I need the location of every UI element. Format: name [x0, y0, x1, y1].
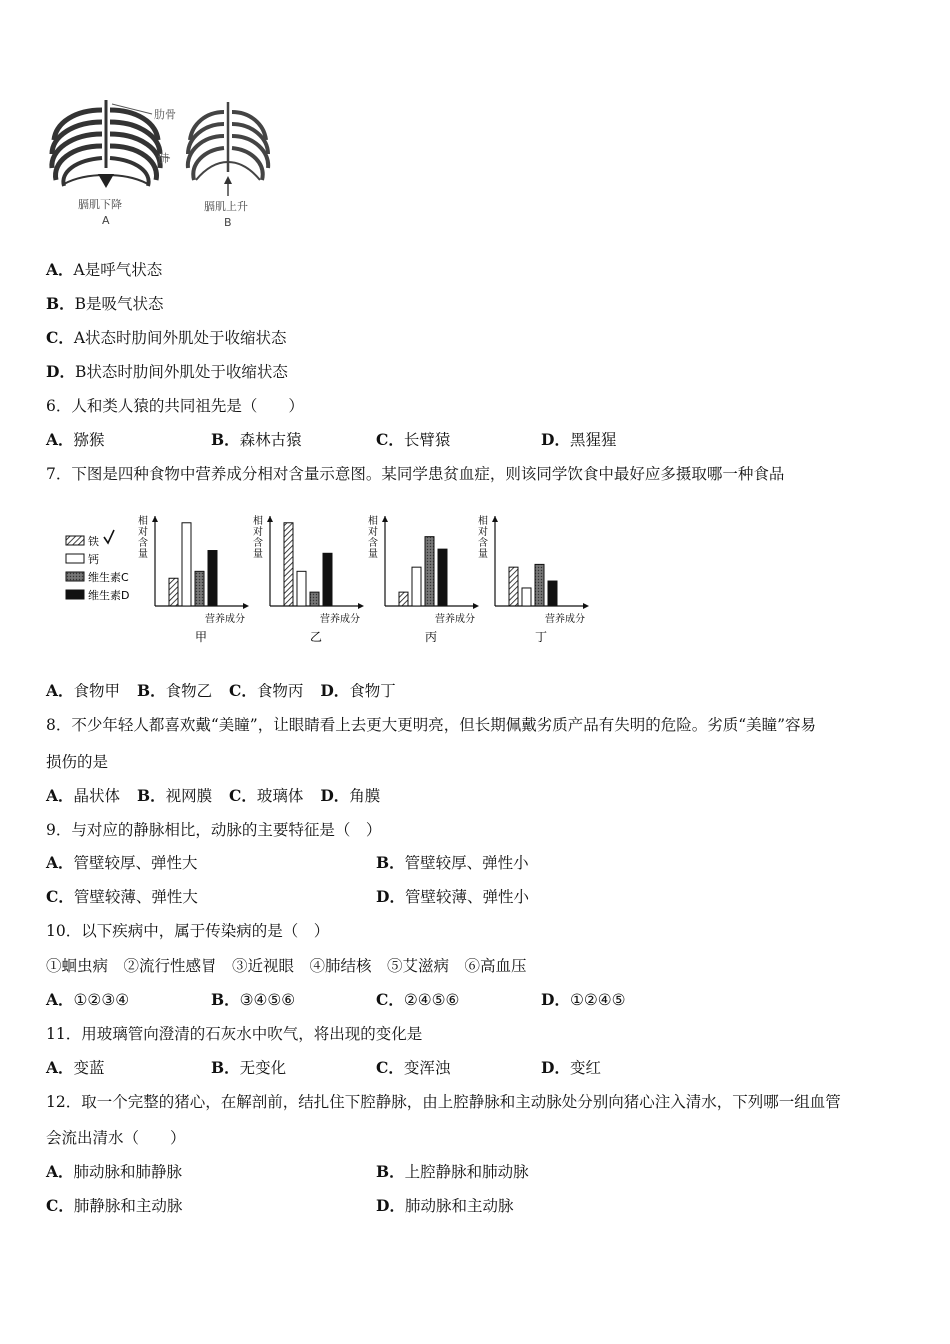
ribcage-b-image	[188, 102, 268, 196]
y-axis-arrow	[152, 516, 158, 522]
legend-swatch-calcium	[66, 554, 84, 563]
y-axis-label-char: 含	[253, 538, 263, 549]
q8-options: A．晶状体 B．视网膜 C．玻璃体 D．角膜	[46, 786, 381, 805]
bar-iron-4	[509, 567, 518, 606]
q12-stem-line2: 会流出清水（ ）	[46, 1129, 186, 1147]
chart-name-label: 甲	[194, 630, 208, 644]
q12-option-a: A．肺动脉和肺静脉	[46, 1162, 183, 1181]
q10-stem: 10．以下疾病中，属于传染病的是（ ）	[46, 922, 330, 940]
y-axis-arrow	[267, 516, 273, 522]
bar-vitamin-d-4	[548, 581, 557, 606]
q10-option-b: B．③④⑤⑥	[211, 990, 296, 1009]
y-axis-arrow	[382, 516, 388, 522]
q11-option-c: C．变浑浊	[376, 1058, 451, 1077]
nutrition-chart	[60, 506, 590, 656]
y-axis-label-char: 对	[253, 527, 263, 538]
y-axis-label-char: 相	[478, 516, 488, 527]
y-axis-label-char: 对	[368, 527, 378, 538]
q10-option-a: A．①②③④	[46, 990, 130, 1009]
q7-stem: 7．下图是四种食物中营养成分相对含量示意图。某同学患贫血症，则该同学饮食中最好应多摄取哪一种食品	[46, 465, 785, 483]
q11-option-d: D．变红	[541, 1058, 601, 1077]
bar-calcium-2	[297, 571, 306, 606]
y-axis-label-char: 含	[138, 538, 148, 549]
x-axis-arrow	[358, 603, 364, 609]
caption-b-action: 膈肌上升	[204, 200, 248, 213]
q7-options: A．食物甲 B．食物乙 C．食物丙 D．食物丁	[46, 681, 396, 700]
q6-stem: 6．人和类人猿的共同祖先是（ ）	[46, 397, 304, 415]
bar-calcium-3	[412, 567, 421, 606]
y-axis-arrow	[492, 516, 498, 522]
q8-stem-line1: 8．不少年轻人都喜欢戴“美瞳”，让眼睛看上去更大更明亮，但长期佩戴劣质产品有失明的危险。劣质“美瞳”容易	[46, 716, 817, 734]
x-axis-arrow	[243, 603, 249, 609]
q6-option-c: C．长臂猿	[376, 430, 451, 449]
q9-option-a: A．管壁较厚、弹性大	[46, 853, 198, 872]
bar-iron-3	[399, 592, 408, 606]
chart-panel-3	[368, 514, 479, 644]
legend-label-vitamin-c: 维生素C	[88, 571, 129, 584]
bar-vitamin-d-1	[208, 551, 217, 606]
q9-option-b: B．管壁较厚、弹性小	[376, 853, 529, 872]
y-axis-label-char: 含	[478, 538, 488, 549]
bar-iron-2	[284, 523, 293, 606]
chart-name-label: 乙	[309, 630, 323, 644]
y-axis-label-char: 量	[253, 549, 263, 560]
bar-iron-1	[169, 578, 178, 606]
legend-swatch-vitamin-d	[66, 590, 84, 599]
q12-stem-line1: 12．取一个完整的猪心，在解剖前，结扎住下腔静脉，由上腔静脉和主动脉处分别向猪心注入清水，下列哪一组血管	[46, 1093, 841, 1111]
bar-vitamin-d-3	[438, 549, 447, 606]
bar-vitamin-c-3	[425, 537, 434, 606]
q10-option-d: D．①②④⑤	[541, 990, 626, 1009]
q5-option-a: A．A是呼气状态	[46, 260, 163, 279]
legend-swatch-iron	[66, 536, 84, 545]
caption-b: B	[224, 216, 232, 229]
x-axis-label: 营养成分	[545, 614, 585, 625]
bar-vitamin-c-1	[195, 571, 204, 606]
y-axis-label-char: 相	[368, 516, 378, 527]
q9-option-d: D．管壁较薄、弹性小	[376, 887, 529, 906]
q8-stem-line2: 损伤的是	[46, 753, 109, 771]
q12-option-b: B．上腔静脉和肺动脉	[376, 1162, 529, 1181]
check-mark	[104, 530, 114, 543]
x-axis-label: 营养成分	[205, 614, 245, 625]
caption-a: A	[102, 214, 110, 227]
y-axis-label-char: 相	[253, 516, 263, 527]
x-axis-label: 营养成分	[435, 614, 475, 625]
chart-legend	[66, 530, 129, 602]
bar-calcium-4	[522, 588, 531, 606]
q6-option-b: B．森林古猿	[211, 430, 302, 449]
legend-label-calcium: 钙	[88, 553, 99, 566]
y-axis-label-char: 相	[138, 516, 148, 527]
legend-label-vitamin-d: 维生素D	[88, 589, 130, 602]
q11-option-b: B．无变化	[211, 1058, 287, 1077]
q9-stem: 9．与对应的静脉相比，动脉的主要特征是（ ）	[46, 821, 382, 839]
q10-items: ①蛔虫病 ②流行性感冒 ③近视眼 ④肺结核 ⑤艾滋病 ⑥高血压	[46, 957, 527, 975]
legend-label-iron: 铁	[88, 535, 99, 548]
x-axis-arrow	[473, 603, 479, 609]
bar-calcium-1	[182, 523, 191, 606]
q12-option-c: C．肺静脉和主动脉	[46, 1196, 183, 1215]
breathing-figure	[46, 96, 286, 236]
q6-option-d: D．黑猩猩	[541, 430, 617, 449]
q11-option-a: A．变蓝	[46, 1058, 105, 1077]
bar-vitamin-c-4	[535, 564, 544, 606]
y-axis-label-char: 对	[478, 527, 488, 538]
chart-name-label: 丙	[424, 630, 438, 644]
q11-stem: 11．用玻璃管向澄清的石灰水中吹气，将出现的变化是	[46, 1025, 423, 1043]
x-axis-label: 营养成分	[320, 614, 360, 625]
ribcage-a-image	[52, 100, 160, 188]
y-axis-label-char: 对	[138, 527, 148, 538]
y-axis-label-char: 量	[138, 549, 148, 560]
chart-panel-1	[138, 514, 249, 644]
q5-option-c: C．A状态时肋间外肌处于收缩状态	[46, 328, 287, 347]
q12-option-d: D．肺动脉和主动脉	[376, 1196, 514, 1215]
q5-option-d: D．B状态时肋间外肌处于收缩状态	[46, 362, 288, 381]
bar-vitamin-c-2	[310, 592, 319, 606]
chart-name-label: 丁	[534, 630, 548, 644]
y-axis-label-char: 含	[368, 538, 378, 549]
bar-vitamin-d-2	[323, 553, 332, 606]
q10-option-c: C．②④⑤⑥	[376, 990, 460, 1009]
chart-panel-2	[253, 514, 364, 644]
q6-option-a: A．猕猴	[46, 430, 105, 449]
y-axis-label-char: 量	[368, 549, 378, 560]
q5-option-b: B．B是吸气状态	[46, 294, 164, 313]
chart-panel-4	[478, 514, 589, 644]
q9-option-c: C．管壁较薄、弹性大	[46, 887, 198, 906]
caption-a-action: 膈肌下降	[78, 198, 122, 211]
legend-swatch-vitamin-c	[66, 572, 84, 581]
lung-label: 肺	[158, 152, 169, 165]
y-axis-label-char: 量	[478, 549, 488, 560]
rib-label: 肋骨	[154, 108, 176, 121]
x-axis-arrow	[583, 603, 589, 609]
